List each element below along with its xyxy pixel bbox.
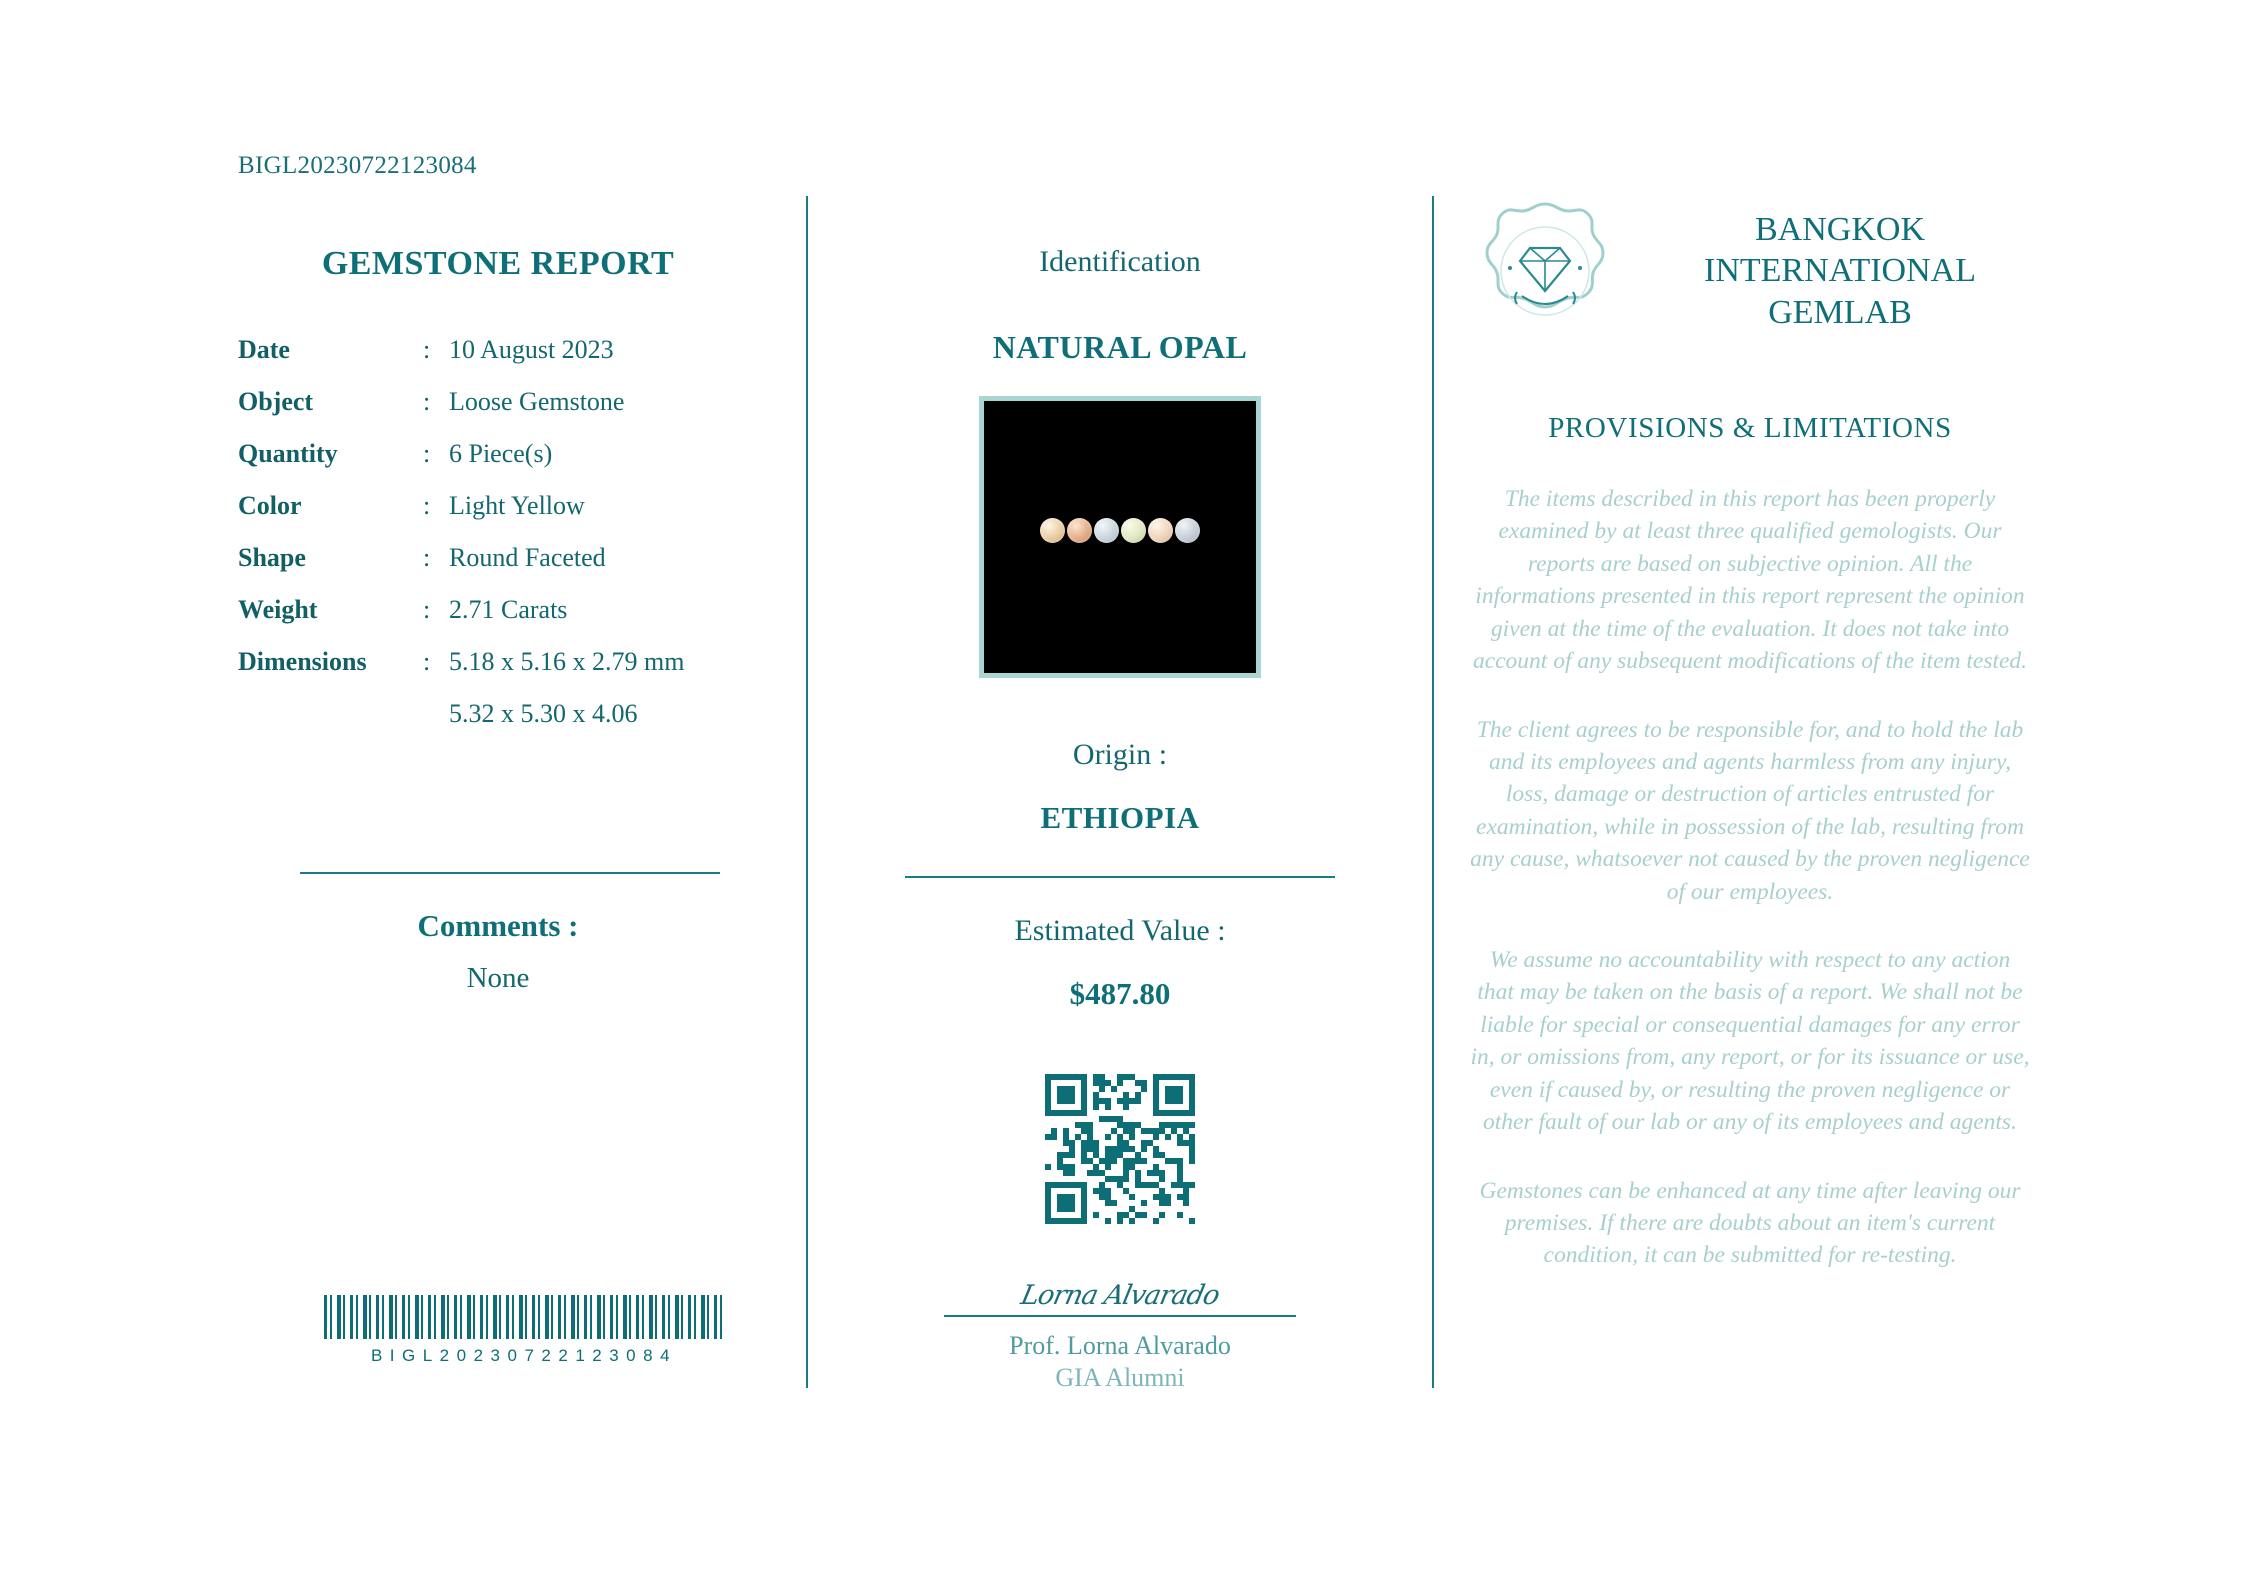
- spec-value-color: Light Yellow: [449, 491, 585, 520]
- comments-label: Comments :: [417, 908, 579, 943]
- provision-paragraph: Gemstones can be enhanced at any time after leaving our premises. If there are doubts about an item's current condition, it can be submitted for re-testing.: [1479, 1177, 2021, 1269]
- specs-table: [238, 335, 758, 751]
- comments-block: [238, 908, 758, 995]
- spec-colon-empty: [423, 699, 449, 751]
- spec-value-date: 10 August 2023: [449, 335, 614, 364]
- barcode: [324, 1295, 724, 1366]
- estimated-value-amount: $487.80: [1069, 976, 1171, 1011]
- barcode-number: BIGL20230722123084: [370, 1346, 678, 1365]
- table-row: [238, 647, 758, 699]
- spec-label-color: Color: [238, 491, 302, 520]
- estimated-value-label: Estimated Value :: [1014, 914, 1226, 947]
- table-row: [238, 595, 758, 647]
- spec-colon: :: [423, 491, 431, 520]
- report-id: BIGL20230722123084: [238, 152, 477, 179]
- spec-colon: :: [423, 595, 431, 624]
- blue-grey-opal-icon: [1175, 518, 1200, 543]
- origin-label: Origin :: [1072, 738, 1168, 771]
- spec-label-empty: [238, 699, 423, 751]
- spec-value-dimensions: 5.18 x 5.16 x 2.79 mm: [449, 647, 685, 676]
- spec-value-shape: Round Faceted: [449, 543, 606, 572]
- page-title: GEMSTONE REPORT: [321, 245, 675, 282]
- divider-value: [905, 876, 1335, 878]
- spec-value-quantity: 6 Piece(s): [449, 439, 553, 468]
- peach-opal-icon: [1067, 518, 1092, 543]
- provision-paragraph: We assume no accountability with respect to any action that may be taken on the basis of a report. We shall not be liable for special or consequential damages for any error in, or omissions from, any report, or for its issuance or use, even if caused by, or resulting the proven negligence or other fault of our lab or any of its employees and agents.: [1470, 947, 2030, 1136]
- spec-label-quantity: Quantity: [238, 439, 338, 468]
- origin-value: ETHIOPIA: [1040, 800, 1200, 835]
- spec-label-weight: Weight: [238, 595, 318, 624]
- gemlab-logo-icon: [1470, 196, 1620, 346]
- spec-colon: :: [423, 387, 431, 416]
- spec-label-shape: Shape: [238, 543, 306, 572]
- table-row: [238, 387, 758, 439]
- brand-header: [1470, 196, 2030, 346]
- identification-value: NATURAL OPAL: [992, 329, 1248, 365]
- spec-value-object: Loose Gemstone: [449, 387, 625, 416]
- signature-script: Lorna Alvarado: [1018, 1280, 1222, 1311]
- right-column: [1470, 196, 2030, 1308]
- gemstone-photo: [979, 396, 1261, 678]
- spec-colon: :: [423, 335, 431, 364]
- signature-line: [944, 1315, 1296, 1317]
- spec-value-weight: 2.71 Carats: [449, 595, 568, 624]
- table-row: [238, 335, 758, 387]
- cream-opal-icon: [1040, 518, 1065, 543]
- barcode-bars: [324, 1295, 724, 1339]
- beige-opal-icon: [1148, 518, 1173, 543]
- spec-label-object: Object: [238, 387, 314, 416]
- signer-name: Prof. Lorna Alvarado: [1009, 1331, 1231, 1360]
- signer-credential: GIA Alumni: [1055, 1363, 1185, 1392]
- signature-block: [944, 1280, 1296, 1393]
- grey-opal-icon: [1094, 518, 1119, 543]
- left-column: [238, 245, 758, 751]
- spec-label-dimensions: Dimensions: [238, 647, 367, 676]
- spec-value-dimensions-line2: 5.32 x 5.30 x 4.06: [449, 699, 638, 728]
- spec-colon: :: [423, 543, 431, 572]
- comments-value: None: [466, 962, 530, 994]
- provisions-title: PROVISIONS & LIMITATIONS: [1548, 412, 1952, 444]
- table-row: [238, 439, 758, 491]
- provision-paragraph: The items described in this report has been properly examined by at least three qualified gemologists. Our reports are based on subjective opinion. All the informations presented in this report represent the opinion given at the time of the evaluation. It does not take into account of any subsequent modifications of the item tested.: [1472, 486, 2028, 675]
- yellow-opal-icon: [1121, 518, 1146, 543]
- brand-title: BANGKOK INTERNATIONAL GEMLAB: [1704, 210, 1976, 331]
- table-row: [238, 543, 758, 595]
- stone-row: [984, 518, 1256, 543]
- spec-label-date: Date: [238, 335, 290, 364]
- column-divider-right: [1432, 196, 1434, 1388]
- divider-comments: [300, 872, 720, 874]
- table-row: [238, 491, 758, 543]
- qr-code[interactable]: [1045, 1074, 1195, 1224]
- spec-colon: :: [423, 647, 431, 676]
- column-divider-left: [806, 196, 808, 1388]
- provisions-body: [1470, 483, 2030, 1272]
- middle-column: [900, 245, 1340, 1393]
- spec-colon: :: [423, 439, 431, 468]
- table-row: [238, 699, 758, 751]
- identification-label: Identification: [1039, 245, 1201, 278]
- provision-paragraph: The client agrees to be responsible for, and to hold the lab and its employees and agents harmless from any injury, loss, damage or destruction of articles entrusted for examination, while in possession of the lab, resulting from any cause, whatsoever not caused by the proven negligence of our employees.: [1470, 716, 2030, 905]
